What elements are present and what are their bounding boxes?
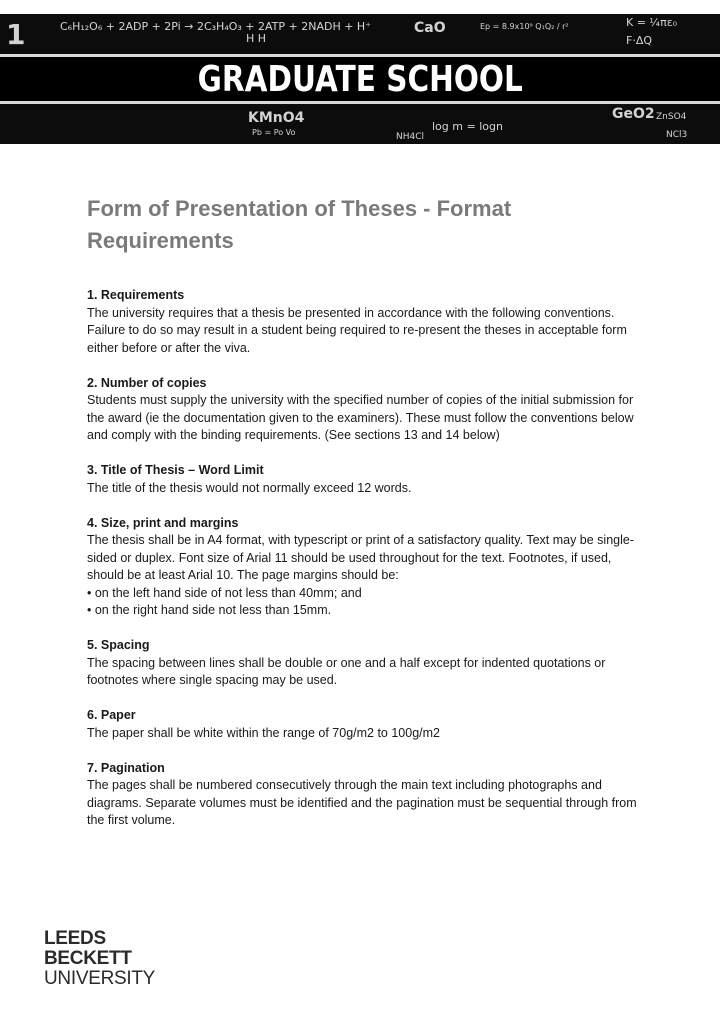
document-body bbox=[87, 287, 647, 847]
section-heading: 4. Size, print and margins bbox=[87, 515, 239, 530]
section bbox=[87, 707, 647, 742]
chalk-formula: KMnO4 bbox=[248, 110, 305, 126]
page-title: Form of Presentation of Theses - Format Requirements bbox=[87, 196, 512, 253]
section bbox=[87, 462, 647, 497]
section-text: The spacing between lines shall be double or one and a half except for indented quotations or footnotes where single spacing may be used. bbox=[87, 655, 606, 687]
bullet-item: • on the right hand side not less than 15mm. bbox=[87, 603, 332, 617]
section bbox=[87, 375, 647, 445]
section-text: The thesis shall be in A4 format, with typescript or print of a satisfactory quality. Text may be single-sided or duplex. Font size of Arial 11 should be used throughout for the text. Footnotes, if used, should be at least Arial 10. The page margins should be: bbox=[87, 533, 635, 582]
section bbox=[87, 637, 647, 690]
chalk-formula: NCl3 bbox=[666, 130, 688, 140]
chalk-formula: Ep = 8.9x10⁹ Q₁Q₂ / r² bbox=[480, 22, 569, 31]
banner-strip bbox=[0, 54, 720, 104]
chalkboard-top bbox=[0, 14, 720, 54]
chalk-formula: 1 bbox=[6, 18, 26, 51]
section-heading: 5. Spacing bbox=[87, 638, 150, 652]
section-heading: 2. Number of copies bbox=[87, 375, 207, 390]
section bbox=[87, 515, 647, 620]
chalk-formula: GeO2 bbox=[612, 106, 655, 122]
section-text: The paper shall be white within the range of 70g/m2 to 100g/m2 bbox=[87, 725, 440, 740]
banner-title: GRADUATE SCHOOL bbox=[197, 58, 523, 100]
section-text: The pages shall be numbered consecutively through the main text including photographs and diagrams. Separate volumes must be identified and the pagination must be sequential through from the first volume. bbox=[87, 778, 637, 827]
logo-line: LEEDS bbox=[44, 928, 106, 949]
chalk-formula: ZnSO4 bbox=[656, 112, 687, 122]
header-banner bbox=[0, 14, 720, 144]
chalk-formula: NH4Cl bbox=[396, 132, 425, 142]
section-heading: 3. Title of Thesis – Word Limit bbox=[87, 463, 264, 477]
section-heading: 6. Paper bbox=[87, 708, 136, 722]
section-text: The title of the thesis would not normally exceed 12 words. bbox=[87, 480, 412, 495]
chalk-formula: C₆H₁₂O₆ + 2ADP + 2Pi → 2C₃H₄O₃ + 2ATP + 2NADH + H⁺ bbox=[60, 20, 372, 33]
chalkboard-bottom bbox=[0, 104, 720, 144]
logo-line: BECKETT bbox=[44, 948, 132, 969]
section-text: The university requires that a thesis be presented in accordance with the following conventions. Failure to do so may result in a student being required to re-present the theses in acceptable form either before or after the viva. bbox=[87, 305, 627, 355]
chalk-formula: H H bbox=[246, 32, 267, 45]
section-heading: 1. Requirements bbox=[87, 288, 185, 302]
section-text: Students must supply the university with the specified number of copies of the initial submission for the award (ie the documentation given to the examiners). These must follow the conventions below and comply with the binding requirements. (See sections 13 and 14 below) bbox=[87, 393, 634, 442]
section bbox=[87, 287, 647, 357]
chalk-formula: log m = logn bbox=[432, 120, 503, 133]
chalk-formula: F·ΔQ bbox=[626, 34, 653, 47]
section bbox=[87, 760, 647, 830]
logo-line: UNIVERSITY bbox=[44, 968, 156, 989]
section-heading: 7. Pagination bbox=[87, 760, 165, 775]
chalk-formula: K = ¼πε₀ bbox=[626, 16, 678, 29]
chalk-formula: CaO bbox=[414, 20, 446, 36]
university-logo bbox=[44, 929, 155, 989]
bullet-item: • on the left hand side of not less than 40mm; and bbox=[87, 585, 362, 600]
chalk-formula: Pb = Po Vo bbox=[252, 128, 296, 137]
